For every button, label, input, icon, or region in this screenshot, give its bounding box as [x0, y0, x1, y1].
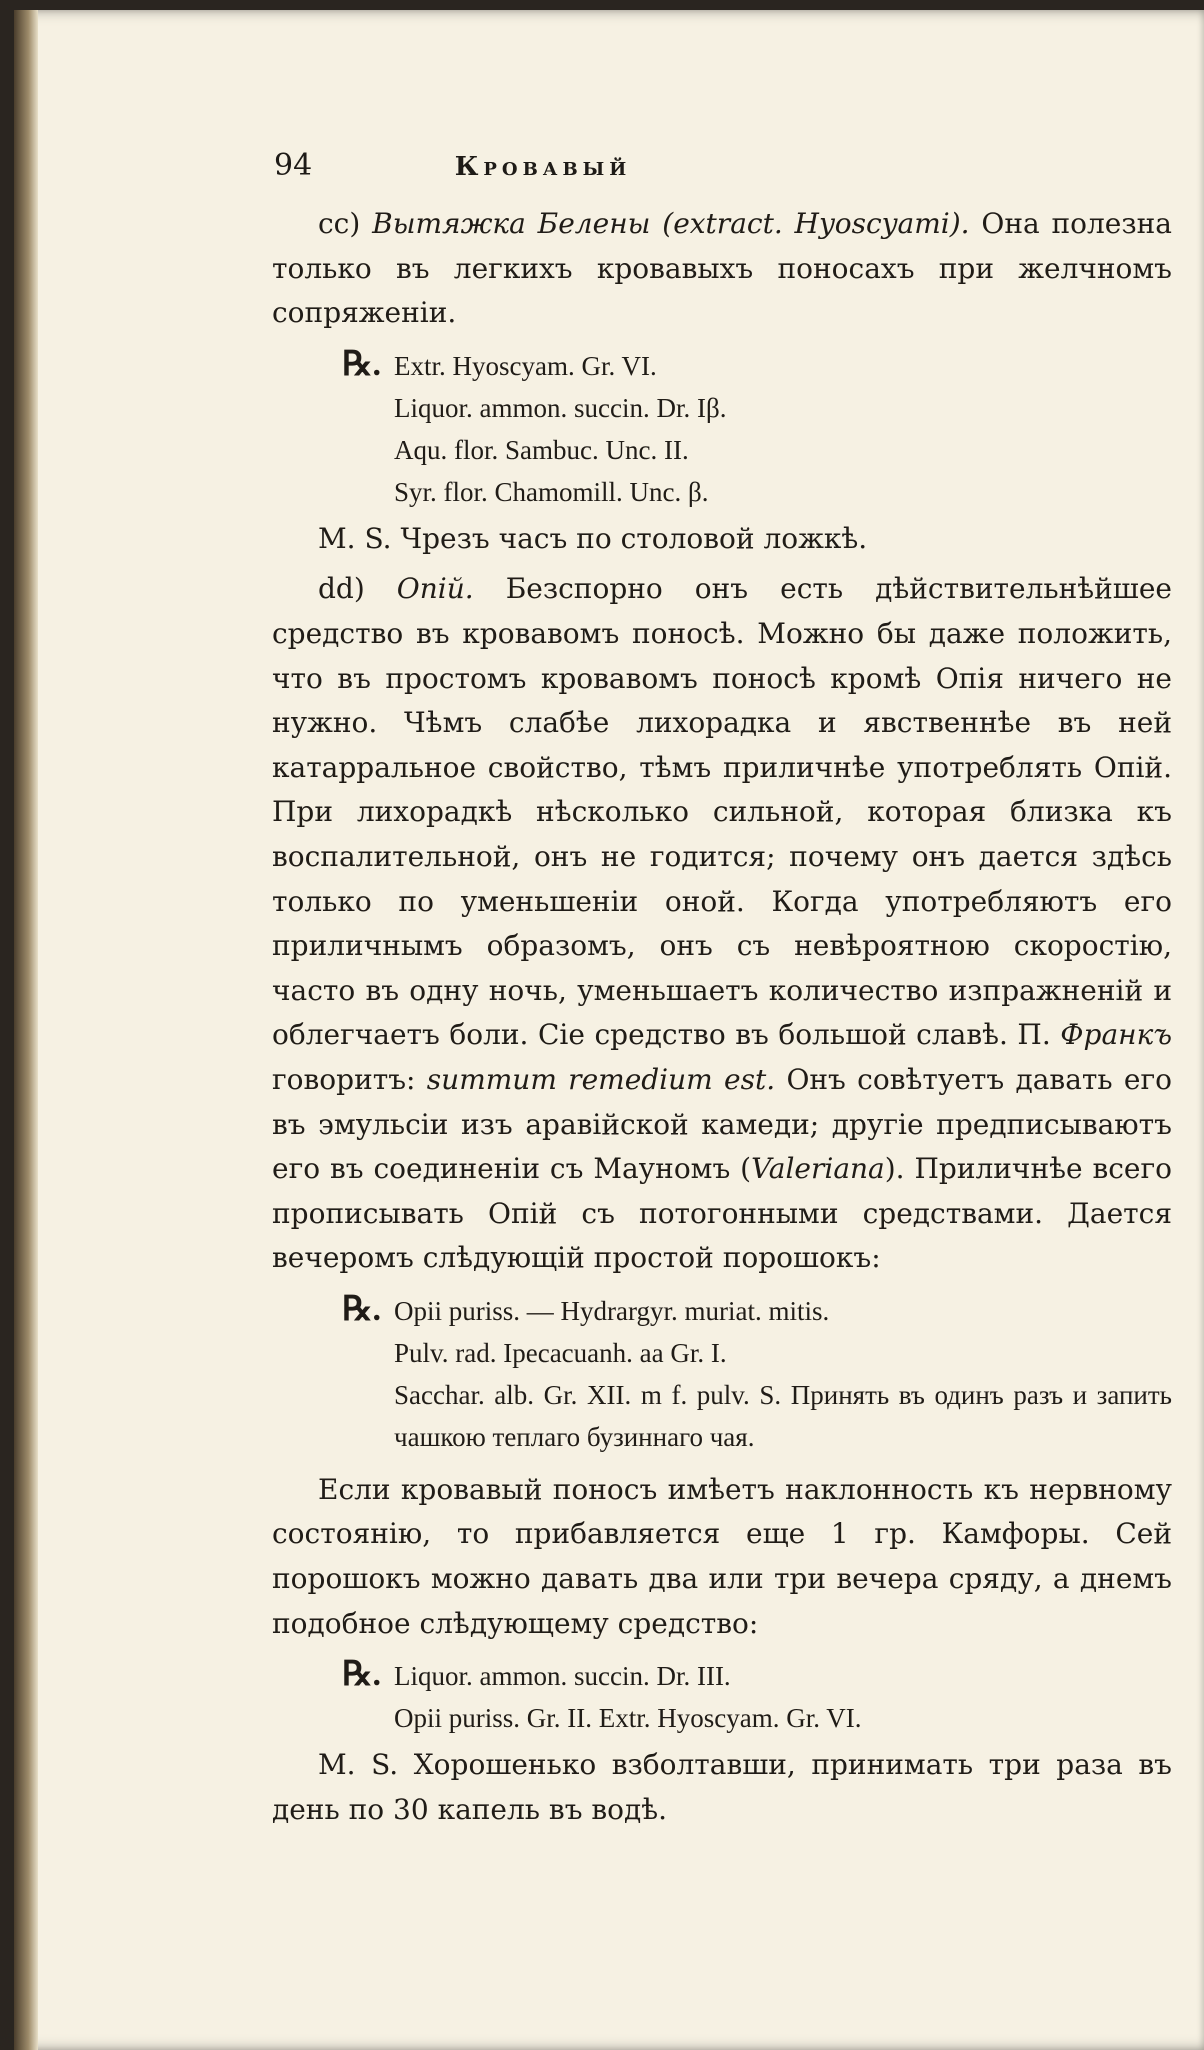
- recipe-line: [342, 344, 1172, 387]
- item-text-opium-c: Онъ совѣтуетъ давать его въ эмульсіи изъ аравійской камеди; другіе предписываютъ его въ соединеніи съ Мауномъ (: [272, 1062, 1173, 1186]
- recipe-3-signa: M. S. Хорошенько взболтавши, принимать три раза въ день по 30 капель въ водѣ.: [272, 1748, 1172, 1826]
- recipe-ingredient: Liquor. ammon. succin. Dr. III.: [394, 1661, 731, 1692]
- recipe-line: [342, 1332, 1172, 1374]
- item-label-cc: cc): [318, 207, 361, 240]
- book-spine-shadow: [14, 10, 38, 2050]
- item-title-extract-hyoscyami: Вытяжка Белены (extract. Hyoscyami).: [372, 207, 970, 240]
- recipe-3: [342, 1654, 1172, 1739]
- recipe-2: [342, 1289, 1172, 1458]
- recipe-ingredient: Aqu. flor. Sambuc. Unc. II.: [394, 434, 689, 465]
- author-name-frank: Франкъ: [1060, 1018, 1172, 1052]
- item-text-extract-hyoscyami: Она полезна только въ легкихъ кровавыхъ поносахъ при желчномъ сопряженіи.: [272, 207, 1172, 330]
- latin-quote: summum remedium est.: [426, 1062, 776, 1096]
- latin-term-valeriana: Valeriana: [751, 1152, 885, 1186]
- recipe-line: [342, 429, 1172, 471]
- page-body: [272, 202, 1172, 1832]
- recipe-symbol-icon: ℞.: [342, 1656, 381, 1694]
- item-text-opium-a: Безспорно онъ есть дѣйствительнѣйшее средство въ кровавомъ поносѣ. Можно бы даже положить, что въ простомъ кровавомъ поносѣ кромѣ Опія ничего не нужно. Чѣмъ слабѣе лихорадка и явственнѣе въ ней катарральное свойство, тѣмъ приличнѣе употреблять Опій. При лихорадкѣ нѣсколько сильной, которая близка къ воспалительной, онъ не годится; почему онъ дается здѣсь только по уменьшеніи оной. Когда употребляютъ его приличнымъ образомъ, онъ съ невѣроятною скоростію, часто въ одну ночь, уменьшаетъ количество изпражненій и облегчаетъ боли. Сіе средство въ большой славѣ. П.: [272, 572, 1172, 1052]
- book-page: [14, 10, 1204, 2050]
- recipe-ingredient-with-signa: Sacchar. alb. Gr. XII. m f. pulv. S. Принять въ одинъ разъ и запить чашкою теплаго бузиннаго чая.: [394, 1379, 1172, 1452]
- recipe-ingredient: Opii puriss. — Hydrargyr. muriat. mitis.: [394, 1295, 830, 1326]
- recipe-line: [342, 387, 1172, 429]
- recipe-line: [342, 1289, 1172, 1332]
- recipe-ingredient: Liquor. ammon. succin. Dr. Iβ.: [394, 392, 727, 423]
- recipe-ingredient: Pulv. rad. Ipecacuanh. aa Gr. I.: [394, 1337, 727, 1368]
- item-title-opium: Опій.: [396, 572, 474, 606]
- recipe-line: [342, 1697, 1172, 1739]
- recipe-1: [342, 344, 1172, 513]
- recipe-1-signa: M. S. Чрезъ часъ по столовой ложкѣ.: [318, 521, 868, 555]
- item-text-opium-b: говоритъ:: [272, 1062, 416, 1096]
- page-number: 94: [274, 148, 313, 183]
- recipe-line: [342, 1374, 1172, 1458]
- recipe-line: [342, 1654, 1172, 1697]
- recipe-symbol-icon: ℞.: [342, 1290, 381, 1328]
- item-label-dd: dd): [318, 572, 365, 606]
- recipe-ingredient: Extr. Hyoscyam. Gr. VI.: [394, 350, 657, 381]
- recipe-symbol-icon: ℞.: [342, 345, 381, 383]
- recipe-line: [342, 471, 1172, 513]
- item-text-opium-d: ). Приличнѣе всего прописывать Опій съ потогонными средствами. Дается вечеромъ слѣдующій простой порошокъ:: [272, 1152, 1173, 1275]
- recipe-ingredient: Syr. flor. Chamomill. Unc. β.: [394, 476, 709, 507]
- running-title: Кровавый: [454, 152, 632, 182]
- paragraph-extract-hyoscyami: [272, 202, 1172, 336]
- page-header: [262, 148, 824, 188]
- paragraph-camphor: Если кровавый поносъ имѣетъ наклонность къ нервному состоянію, то прибавляется еще 1 гр. Камфоры. Сей порошокъ можно давать два или три вечера сряду, а днемъ подобное слѣдующему средство:: [272, 1472, 1172, 1640]
- recipe-ingredient: Opii puriss. Gr. II. Extr. Hyoscyam. Gr. VI.: [394, 1703, 862, 1734]
- paragraph-opium: [272, 567, 1172, 1281]
